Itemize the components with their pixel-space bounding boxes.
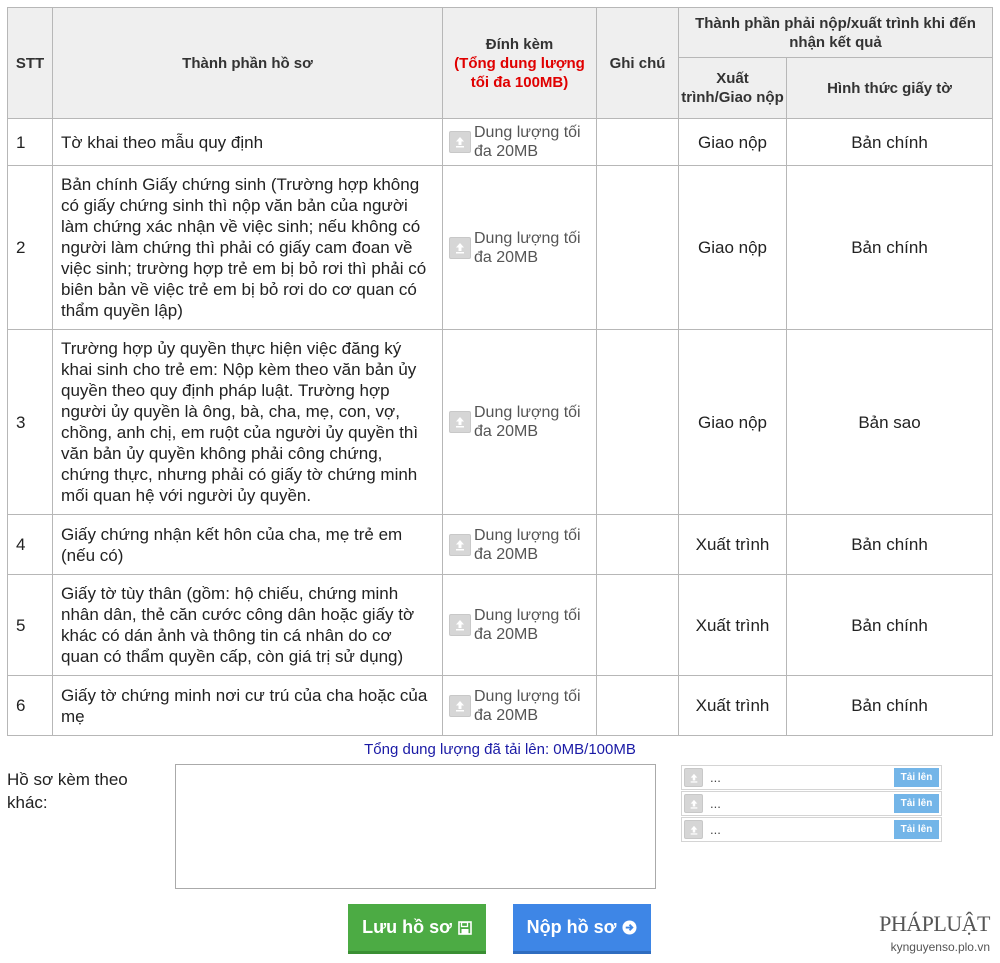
- row-stt: 2: [8, 166, 53, 330]
- row-attachment: [443, 119, 597, 166]
- other-documents-label: Hồ sơ kèm theo khác:: [7, 770, 128, 812]
- header-on-receipt: Thành phần phải nộp/xuất trình khi đến nhận kết quả: [679, 8, 993, 58]
- table-row: [8, 330, 993, 515]
- row-form: Bản sao: [787, 330, 993, 515]
- upload-icon[interactable]: [449, 695, 471, 717]
- other-documents-textarea[interactable]: [175, 764, 656, 889]
- header-note: Ghi chú: [597, 8, 679, 119]
- header-stt: STT: [8, 8, 53, 119]
- save-button-label: Lưu hồ sơ: [362, 917, 452, 937]
- row-form: Bản chính: [787, 676, 993, 736]
- row-action: Giao nộp: [679, 166, 787, 330]
- header-present-submit: Xuất trình/Giao nộp: [679, 58, 787, 119]
- row-attachment: [443, 515, 597, 575]
- row-action: Giao nộp: [679, 330, 787, 515]
- row-attachment: [443, 676, 597, 736]
- row-note: [597, 515, 679, 575]
- upload-filename: ...: [710, 796, 721, 811]
- save-button[interactable]: [348, 904, 486, 954]
- row-component: Bản chính Giấy chứng sinh (Trường hợp không có giấy chứng sinh thì nộp văn bản của người làm chứng xác nhận về việc sinh; nếu không có người làm chứng thì phải có giấy cam đoan về việc sinh; trường hợp trẻ em bị bỏ rơi thì phải có biên bản về việc trẻ em bị bỏ rơi do cơ quan có thẩm quyền lập): [53, 166, 443, 330]
- submit-button-label: Nộp hồ sơ: [526, 917, 617, 937]
- attach-limit-text: Dung lượng tối đa 20MB: [474, 229, 581, 266]
- row-attachment: [443, 166, 597, 330]
- row-stt: 3: [8, 330, 53, 515]
- upload-icon[interactable]: [684, 820, 703, 839]
- save-icon: [458, 921, 472, 935]
- row-stt: 5: [8, 575, 53, 676]
- upload-icon[interactable]: [449, 237, 471, 259]
- total-uploaded-size: Tổng dung lượng đã tải lên: 0MB/100MB: [364, 741, 636, 758]
- row-action: Xuất trình: [679, 575, 787, 676]
- upload-filename: ...: [710, 770, 721, 785]
- attach-limit-text: Dung lượng tối đa 20MB: [474, 607, 581, 643]
- attach-limit-text: Dung lượng tối đa 20MB: [474, 124, 581, 160]
- row-component: Giấy tờ chứng minh nơi cư trú của cha hoặc của mẹ: [53, 676, 443, 736]
- upload-row: [681, 765, 942, 790]
- row-stt: 4: [8, 515, 53, 575]
- upload-button[interactable]: Tải lên: [894, 820, 939, 839]
- upload-icon[interactable]: [449, 534, 471, 556]
- row-component: Giấy tờ tùy thân (gồm: hộ chiếu, chứng minh nhân dân, thẻ căn cước công dân hoặc giấy tờ khác có dán ảnh và thông tin cá nhân do cơ quan có thẩm quyền cấp, còn giá trị sử dụng): [53, 575, 443, 676]
- row-stt: 6: [8, 676, 53, 736]
- table-row: [8, 166, 993, 330]
- header-component: Thành phần hồ sơ: [53, 8, 443, 119]
- row-form: Bản chính: [787, 575, 993, 676]
- upload-icon[interactable]: [449, 411, 471, 433]
- upload-icon[interactable]: [684, 794, 703, 813]
- table-row: [8, 119, 993, 166]
- attach-limit-text: Dung lượng tối đa 20MB: [474, 526, 581, 563]
- upload-icon[interactable]: [684, 768, 703, 787]
- table-row: [8, 676, 993, 736]
- row-component: Giấy chứng nhận kết hôn của cha, mẹ trẻ em (nếu có): [53, 515, 443, 575]
- row-note: [597, 330, 679, 515]
- brand-logo: PHÁPLUẬT: [879, 911, 990, 936]
- row-component: Trường hợp ủy quyền thực hiện việc đăng ký khai sinh cho trẻ em: Nộp kèm theo văn bản ủy quyền theo quy định pháp luật. Trường hợp người ủy quyền là ông, bà, cha, mẹ, con, vợ, chồng, anh chị, em ruột của người ủy quyền thì văn bản ủy quyền không phải công chứng, chứng thực, nhưng phải có giấy tờ chứng minh mối quan hệ với người ủy quyền.: [53, 330, 443, 515]
- row-component: Tờ khai theo mẫu quy định: [53, 119, 443, 166]
- upload-row: [681, 817, 942, 842]
- header-attachment: [443, 8, 597, 119]
- row-note: [597, 676, 679, 736]
- attach-limit-text: Dung lượng tối đa 20MB: [474, 687, 581, 724]
- row-attachment: [443, 575, 597, 676]
- row-action: Xuất trình: [679, 515, 787, 575]
- table-row: [8, 515, 993, 575]
- upload-icon[interactable]: [449, 614, 471, 636]
- upload-icon[interactable]: [449, 131, 471, 153]
- row-note: [597, 166, 679, 330]
- upload-button[interactable]: Tải lên: [894, 794, 939, 813]
- header-attachment-limit: (Tổng dung lượng tối đa 100MB): [454, 54, 585, 91]
- upload-button[interactable]: Tải lên: [894, 768, 939, 787]
- brand-watermark: [860, 912, 990, 954]
- row-note: [597, 119, 679, 166]
- row-form: Bản chính: [787, 166, 993, 330]
- submit-button[interactable]: [513, 904, 651, 954]
- row-stt: 1: [8, 119, 53, 166]
- row-action: Xuất trình: [679, 676, 787, 736]
- documents-table: [7, 7, 993, 736]
- arrow-right-circle-icon: [622, 920, 637, 935]
- other-uploads-list: [681, 765, 942, 843]
- row-action: Giao nộp: [679, 119, 787, 166]
- row-attachment: [443, 330, 597, 515]
- table-row: [8, 575, 993, 676]
- header-doc-form: Hình thức giấy tờ: [787, 58, 993, 119]
- row-note: [597, 575, 679, 676]
- attach-limit-text: Dung lượng tối đa 20MB: [474, 404, 581, 440]
- upload-row: [681, 791, 942, 816]
- header-attachment-label: Đính kèm: [485, 35, 554, 53]
- upload-filename: ...: [710, 822, 721, 837]
- brand-url: kynguyenso.plo.vn: [890, 940, 990, 954]
- row-form: Bản chính: [787, 515, 993, 575]
- row-form: Bản chính: [787, 119, 993, 166]
